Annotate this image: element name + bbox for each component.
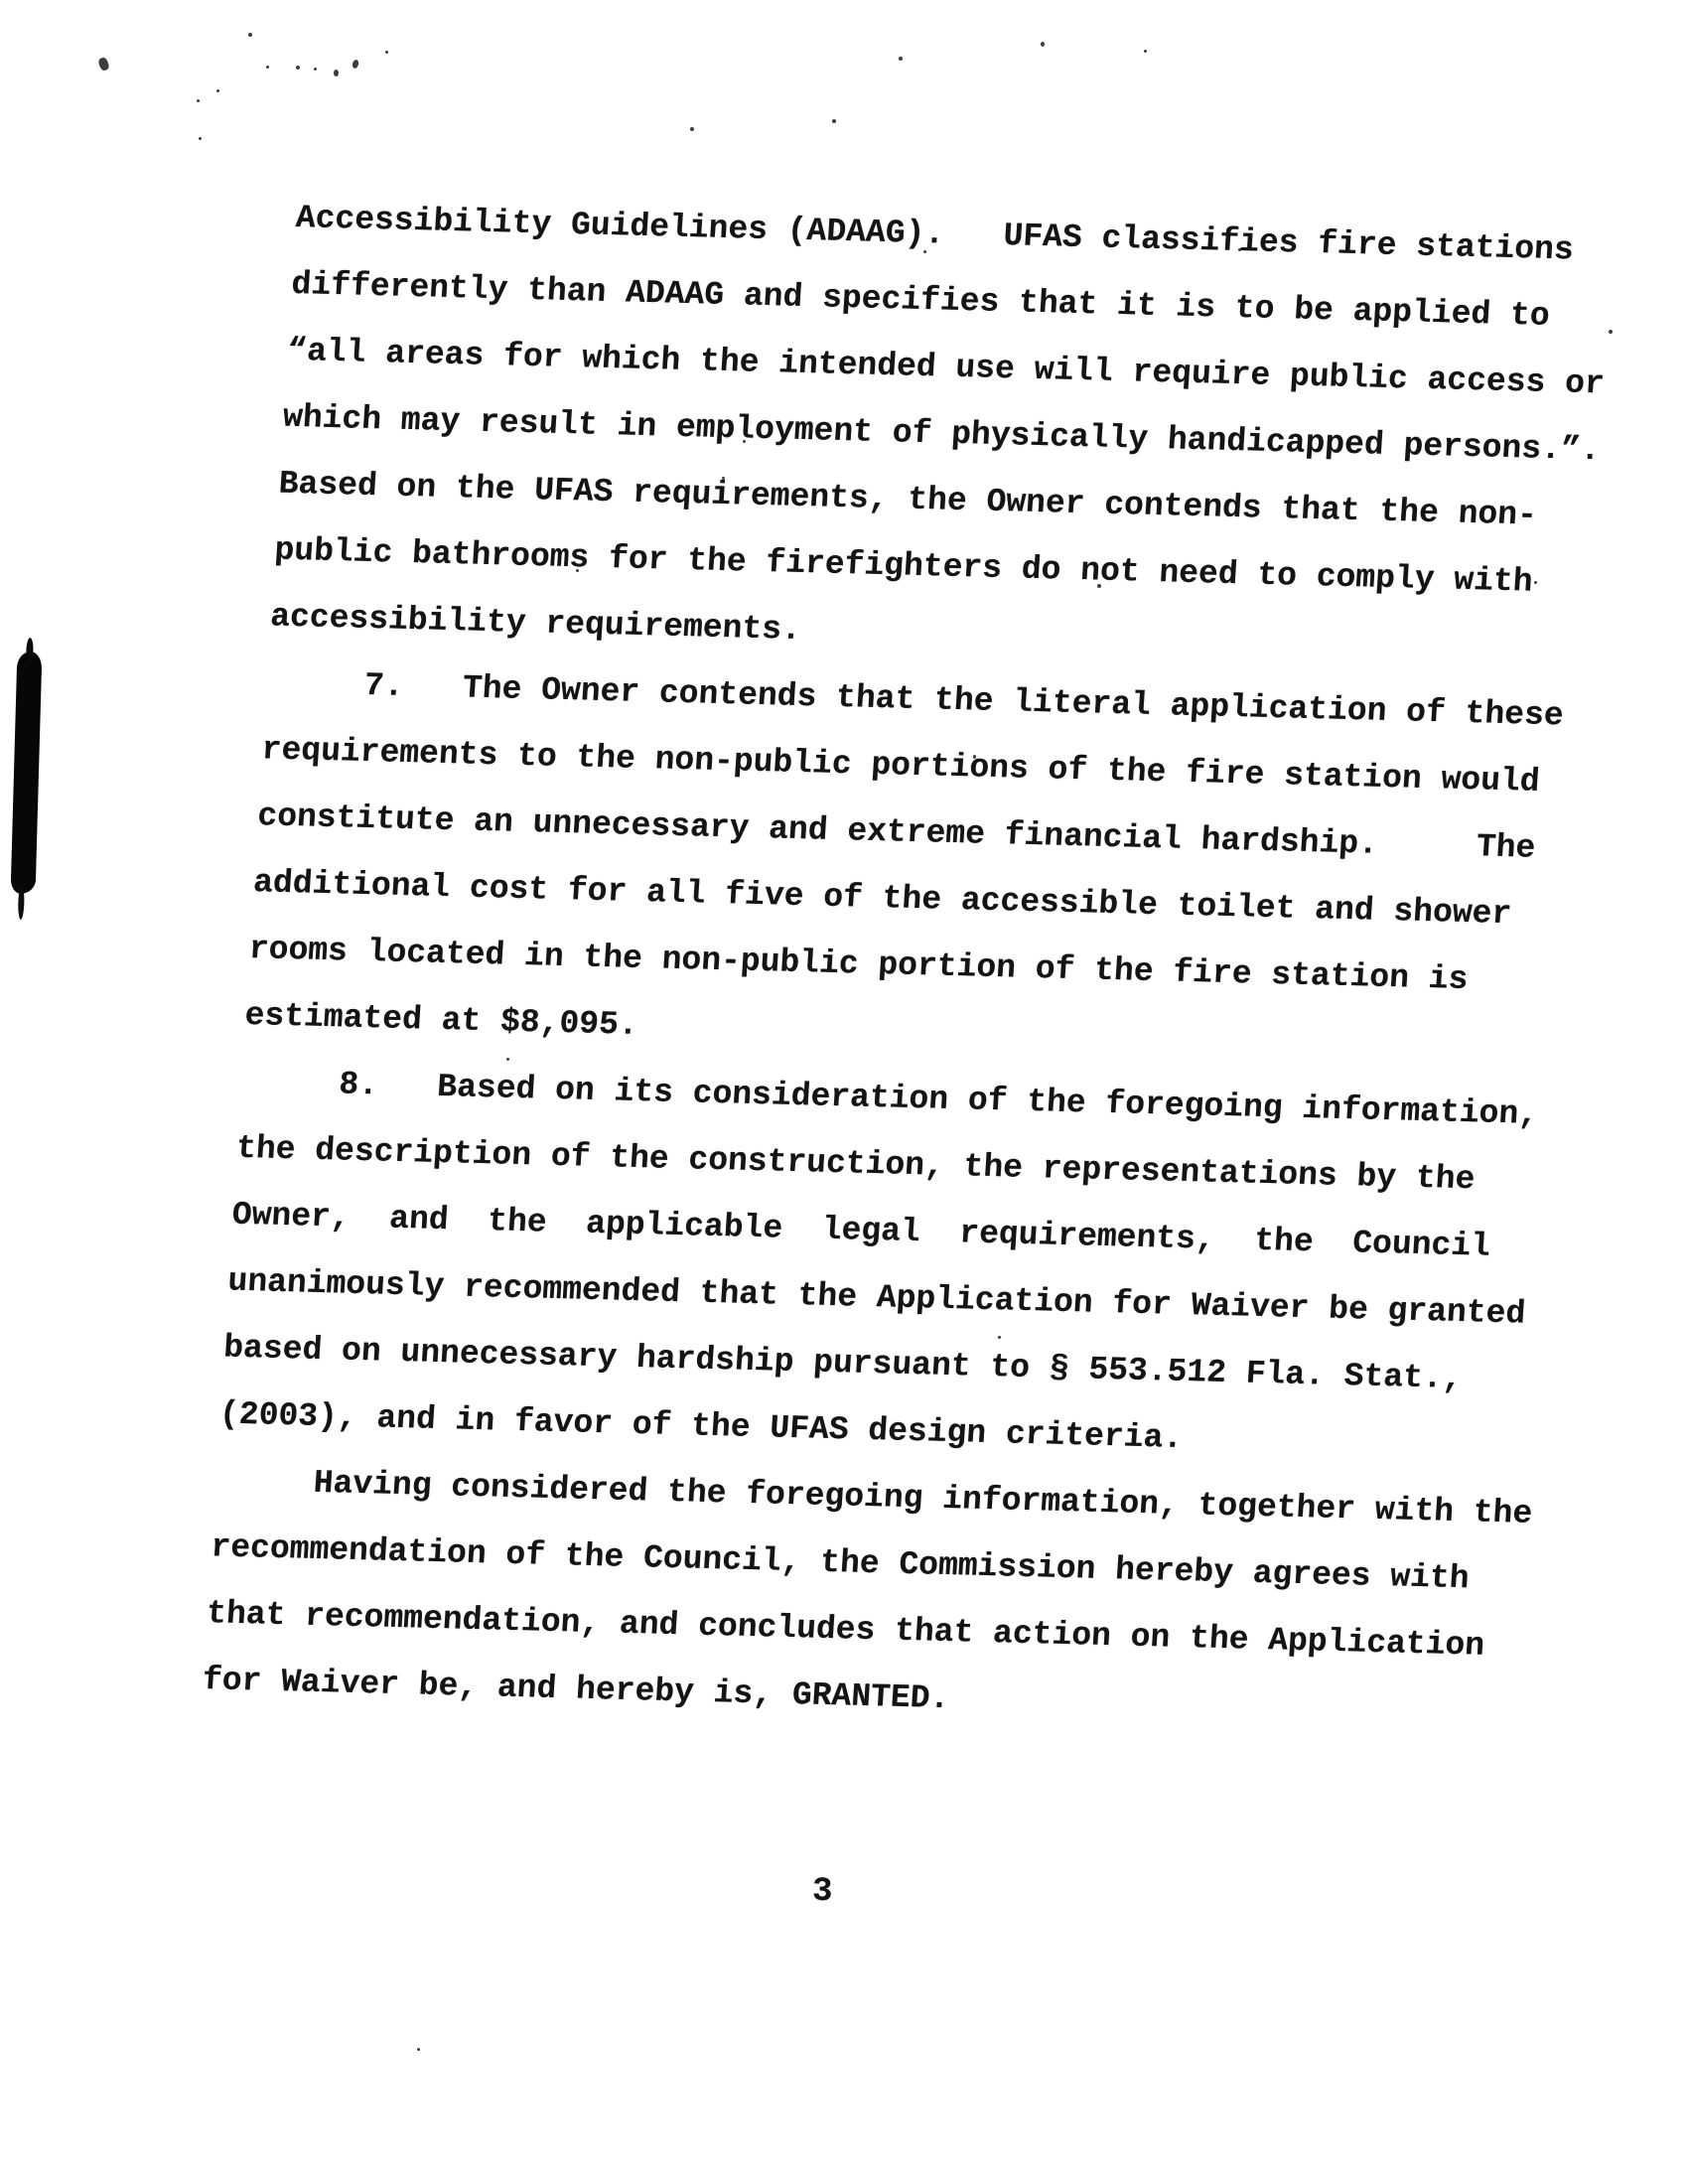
scan-speckle bbox=[832, 119, 836, 123]
text-line: constitute an unnecessary and extreme financial hardship. The bbox=[256, 798, 1537, 867]
text-line: 8. Based on its consideration of the foregoing information, bbox=[239, 1063, 1540, 1133]
paragraph-8 bbox=[217, 1049, 1593, 1482]
text-line: for Waiver be, and hereby is, GRANTED. bbox=[201, 1662, 951, 1718]
scan-speckle bbox=[1041, 42, 1045, 47]
page-number: 3 bbox=[811, 1872, 833, 1912]
scan-speckle bbox=[199, 137, 202, 140]
scan-speckle bbox=[690, 127, 694, 131]
scan-speckle bbox=[899, 57, 903, 61]
text-line: “all areas for which the intended use will require public access or bbox=[286, 332, 1606, 403]
scan-speckle bbox=[296, 66, 300, 70]
text-line: Accessibility Guidelines (ADAAG). UFAS classifies fire stations bbox=[294, 199, 1575, 269]
text-line: recommendation of the Council, the Commission hereby agrees with bbox=[210, 1529, 1471, 1598]
paragraph-7 bbox=[243, 650, 1618, 1083]
scan-speckle bbox=[266, 66, 269, 69]
text-line: accessibility requirements. bbox=[269, 598, 802, 649]
continuation-paragraph bbox=[268, 185, 1647, 684]
ink-smudge-left-margin bbox=[11, 652, 43, 895]
closing-paragraph bbox=[201, 1447, 1568, 1747]
scan-speckle bbox=[1144, 50, 1147, 53]
scan-speckle bbox=[248, 33, 252, 37]
scan-speckle bbox=[334, 70, 339, 76]
text-line: differently than ADAAG and specifies that it is to be applied to bbox=[290, 265, 1551, 335]
text-line: unanimously recommended that the Application for Waiver be granted bbox=[226, 1262, 1527, 1333]
text-line: (2003), and in favor of the UFAS design criteria. bbox=[217, 1395, 1185, 1457]
text-line: that recommendation, and concludes that action on the Application bbox=[206, 1595, 1486, 1665]
text-line: public bathrooms for the firefighters do not need to comply with bbox=[273, 531, 1534, 601]
text-line: the description of the construction, the representations by the bbox=[234, 1129, 1477, 1199]
scan-speckle bbox=[97, 57, 110, 72]
text-line: which may result in employment of physically handicapped persons.”. bbox=[281, 398, 1602, 470]
text-line: 7. The Owner contends that the literal application of these bbox=[264, 664, 1565, 735]
document-text bbox=[201, 185, 1648, 1747]
scan-speckle bbox=[385, 51, 388, 54]
scan-speckle bbox=[417, 2048, 420, 2051]
text-line: Having considered the foregoing information, together with the bbox=[213, 1462, 1534, 1532]
text-line: based on unnecessary hardship pursuant to § 553.512 Fla. Stat., bbox=[222, 1329, 1464, 1398]
text-line: additional cost for all five of the accessible toilet and shower bbox=[252, 864, 1513, 934]
scan-speckle bbox=[216, 89, 219, 92]
scan-speckle bbox=[314, 68, 317, 71]
text-line: rooms located in the non-public portion of the fire station is bbox=[247, 931, 1470, 999]
text-line: requirements to the non-public portions of the fire station would bbox=[260, 731, 1541, 801]
text-line: estimated at $8,095. bbox=[243, 996, 639, 1044]
text-line: Owner, and the applicable legal requirements, the Council bbox=[230, 1196, 1492, 1265]
scan-speckle bbox=[197, 99, 200, 102]
scan-speckle bbox=[352, 59, 359, 69]
text-line: Based on the UFAS requirements, the Owner contends that the non- bbox=[277, 465, 1538, 534]
